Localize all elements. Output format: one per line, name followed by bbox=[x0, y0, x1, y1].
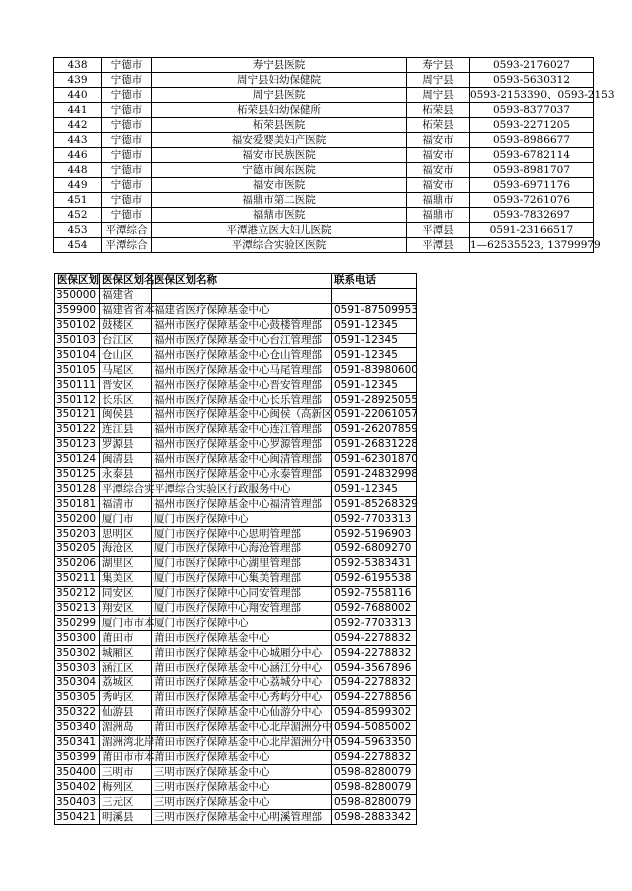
region-code-cell: 350300 bbox=[55, 631, 100, 646]
county-cell: 周宁县 bbox=[407, 88, 470, 103]
table-row bbox=[55, 303, 417, 318]
hospital-name-cell: 平潭港立医大妇儿医院 bbox=[152, 223, 407, 238]
row-number: 446 bbox=[54, 148, 102, 163]
region-code-cell: 350000 bbox=[55, 288, 100, 303]
region-code-cell: 350128 bbox=[55, 482, 100, 497]
table-row bbox=[55, 616, 417, 631]
city-cell: 平潭综合 bbox=[102, 238, 152, 253]
agency-name-cell: 福建省医疗保障基金中心 bbox=[152, 303, 332, 318]
header-cell: 医保区划名称 bbox=[152, 274, 332, 289]
city-cell: 宁德市 bbox=[102, 208, 152, 223]
phone-cell: 0591-12345 bbox=[332, 348, 417, 363]
phone-cell: 0594-2278856 bbox=[332, 690, 417, 705]
table-row bbox=[54, 208, 594, 223]
region-code-cell: 350211 bbox=[55, 571, 100, 586]
phone-cell: 0591-28925055 bbox=[332, 393, 417, 408]
table-row bbox=[55, 735, 417, 750]
phone-cell: 0591-12345 bbox=[332, 318, 417, 333]
agency-name-cell: 三明市医疗保障基金中心 bbox=[152, 795, 332, 810]
hospital-table bbox=[53, 57, 615, 253]
agency-name-cell: 莆田市医疗保障基金中心北岸湄洲分中 bbox=[152, 720, 332, 735]
phone-cell: 0592-5196903 bbox=[332, 527, 417, 542]
region-code-cell: 359900 bbox=[55, 303, 100, 318]
agency-name-cell bbox=[152, 288, 332, 303]
insurance-region-table bbox=[54, 273, 417, 825]
row-number: 448 bbox=[54, 163, 102, 178]
region-name-cell: 仓山区 bbox=[100, 348, 152, 363]
header-cell: 医保区划名 bbox=[100, 274, 152, 289]
table-row bbox=[55, 601, 417, 616]
phone-cell: 0593-2153390、0593-2153 bbox=[470, 88, 615, 101]
table-row bbox=[55, 333, 417, 348]
phone-cell: 0594-8599302 bbox=[332, 705, 417, 720]
county-cell: 福安市 bbox=[407, 148, 470, 163]
hospital-name-cell: 福鼎市医院 bbox=[152, 208, 407, 223]
city-cell: 宁德市 bbox=[102, 148, 152, 163]
region-code-cell: 350340 bbox=[55, 720, 100, 735]
agency-name-cell: 福州市医疗保障基金中心永泰管理部 bbox=[152, 467, 332, 482]
region-name-cell: 福建省省本 bbox=[100, 303, 152, 318]
phone-cell: 0591-87509953 bbox=[332, 303, 417, 318]
region-name-cell: 晋安区 bbox=[100, 378, 152, 393]
region-code-cell: 350205 bbox=[55, 542, 100, 557]
agency-name-cell: 福州市医疗保障基金中心仓山管理部 bbox=[152, 348, 332, 363]
table-row bbox=[55, 288, 417, 303]
table-row bbox=[55, 556, 417, 571]
row-number: 452 bbox=[54, 208, 102, 223]
row-number: 442 bbox=[54, 118, 102, 133]
region-code-cell: 350206 bbox=[55, 556, 100, 571]
region-name-cell: 福清市 bbox=[100, 497, 152, 512]
table-row bbox=[55, 393, 417, 408]
table-row bbox=[54, 223, 594, 238]
region-name-cell: 思明区 bbox=[100, 527, 152, 542]
phone-cell: 0593-8981707 bbox=[470, 163, 594, 178]
header-cell: 联系电话 bbox=[332, 274, 417, 289]
region-name-cell: 湖里区 bbox=[100, 556, 152, 571]
agency-name-cell: 莆田市医疗保障基金中心秀屿分中心 bbox=[152, 690, 332, 705]
agency-name-cell: 平潭综合实验区行政服务中心 bbox=[152, 482, 332, 497]
agency-name-cell: 厦门市医疗保障中心思明管理部 bbox=[152, 527, 332, 542]
phone-cell: 0593-7832697 bbox=[470, 208, 594, 223]
region-code-cell: 350111 bbox=[55, 378, 100, 393]
agency-name-cell: 厦门市医疗保障中心集美管理部 bbox=[152, 571, 332, 586]
phone-cell: 0591-24832998 bbox=[332, 467, 417, 482]
table-row bbox=[54, 193, 594, 208]
agency-name-cell: 福州市医疗保障基金中心晋安管理部 bbox=[152, 378, 332, 393]
region-name-cell: 闽清县 bbox=[100, 452, 152, 467]
region-name-cell: 城厢区 bbox=[100, 646, 152, 661]
hospital-name-cell: 福安市民族医院 bbox=[152, 148, 407, 163]
table-row bbox=[54, 118, 594, 133]
agency-name-cell: 福州市医疗保障基金中心罗源管理部 bbox=[152, 437, 332, 452]
region-code-cell: 350399 bbox=[55, 750, 100, 765]
table-row bbox=[55, 363, 417, 378]
table-row bbox=[55, 408, 417, 423]
region-name-cell: 连江县 bbox=[100, 422, 152, 437]
table-row bbox=[54, 163, 594, 178]
phone-cell: 0593-7261076 bbox=[470, 193, 594, 208]
region-name-cell: 三明市 bbox=[100, 765, 152, 780]
region-name-cell: 马尾区 bbox=[100, 363, 152, 378]
phone-cell: 0591-12345 bbox=[332, 378, 417, 393]
phone-cell: 0593-2271205 bbox=[470, 118, 594, 133]
table-row bbox=[55, 497, 417, 512]
table-row bbox=[54, 88, 594, 103]
city-cell: 宁德市 bbox=[102, 73, 152, 88]
city-cell: 宁德市 bbox=[102, 193, 152, 208]
table-row bbox=[55, 318, 417, 333]
region-code-cell: 350104 bbox=[55, 348, 100, 363]
city-cell: 宁德市 bbox=[102, 163, 152, 178]
region-code-cell: 350121 bbox=[55, 408, 100, 423]
agency-name-cell: 莆田市医疗保障基金中心荔城分中心 bbox=[152, 676, 332, 691]
table-row bbox=[54, 103, 594, 118]
county-cell: 福鼎市 bbox=[407, 208, 470, 223]
region-code-cell: 350421 bbox=[55, 810, 100, 825]
phone-cell: 0591-62301870 bbox=[332, 452, 417, 467]
hospital-name-cell: 福安市医院 bbox=[152, 178, 407, 193]
phone-cell: 0591-22061057 bbox=[332, 408, 417, 423]
city-cell: 宁德市 bbox=[102, 133, 152, 148]
region-code-cell: 350403 bbox=[55, 795, 100, 810]
region-name-cell: 厦门市 bbox=[100, 512, 152, 527]
county-cell: 福安市 bbox=[407, 163, 470, 178]
row-number: 440 bbox=[54, 88, 102, 103]
agency-name-cell: 莆田市医疗保障基金中心城厢分中心 bbox=[152, 646, 332, 661]
region-name-cell: 同安区 bbox=[100, 586, 152, 601]
phone-cell: 0593-6782114 bbox=[470, 148, 594, 163]
agency-name-cell: 福州市医疗保障基金中心马尾管理部 bbox=[152, 363, 332, 378]
region-name-cell: 平潭综合实 bbox=[100, 482, 152, 497]
table-row bbox=[55, 631, 417, 646]
region-code-cell: 350181 bbox=[55, 497, 100, 512]
agency-name-cell: 福州市医疗保障基金中心鼓楼管理部 bbox=[152, 318, 332, 333]
phone-cell: 0598-8280079 bbox=[332, 795, 417, 810]
region-name-cell: 梅列区 bbox=[100, 780, 152, 795]
row-number: 443 bbox=[54, 133, 102, 148]
row-number: 451 bbox=[54, 193, 102, 208]
table-row bbox=[55, 661, 417, 676]
region-name-cell: 闽侯县 bbox=[100, 408, 152, 423]
table-row bbox=[55, 795, 417, 810]
region-code-cell: 350402 bbox=[55, 780, 100, 795]
table-row bbox=[55, 378, 417, 393]
agency-name-cell: 三明市医疗保障基金中心 bbox=[152, 765, 332, 780]
region-code-cell: 350213 bbox=[55, 601, 100, 616]
table-row bbox=[55, 348, 417, 363]
agency-name-cell: 厦门市医疗保障中心翔安管理部 bbox=[152, 601, 332, 616]
hospital-name-cell: 周宁县医院 bbox=[152, 88, 407, 103]
agency-name-cell: 福州市医疗保障基金中心闽侯（高新区 bbox=[152, 408, 332, 423]
region-code-cell: 350200 bbox=[55, 512, 100, 527]
table-row bbox=[55, 586, 417, 601]
phone-cell: 0592-7703313 bbox=[332, 616, 417, 631]
region-code-cell: 350303 bbox=[55, 661, 100, 676]
region-code-cell: 350122 bbox=[55, 422, 100, 437]
phone-cell: 0592-6195538 bbox=[332, 571, 417, 586]
phone-cell bbox=[332, 288, 417, 303]
phone-cell: 0592-6809270 bbox=[332, 542, 417, 557]
insurance-table-body bbox=[55, 274, 417, 825]
phone-cell: 0594-2278832 bbox=[332, 750, 417, 765]
region-code-cell: 350302 bbox=[55, 646, 100, 661]
region-name-cell: 三元区 bbox=[100, 795, 152, 810]
county-cell: 平潭县 bbox=[407, 223, 470, 238]
region-name-cell: 湄洲岛 bbox=[100, 720, 152, 735]
agency-name-cell: 厦门市医疗保障中心海沧管理部 bbox=[152, 542, 332, 557]
table-row bbox=[54, 148, 594, 163]
phone-cell: 0598-8280079 bbox=[332, 765, 417, 780]
table-row bbox=[55, 482, 417, 497]
phone-cell: 0591-83980600 bbox=[332, 363, 417, 378]
phone-cell: 0594-2278832 bbox=[332, 631, 417, 646]
region-name-cell: 秀屿区 bbox=[100, 690, 152, 705]
county-cell: 平潭县 bbox=[407, 238, 470, 253]
region-code-cell: 350125 bbox=[55, 467, 100, 482]
phone-cell: 0591-26207859 bbox=[332, 422, 417, 437]
region-code-cell: 350112 bbox=[55, 393, 100, 408]
agency-name-cell: 莆田市医疗保障基金中心仙游分中心 bbox=[152, 705, 332, 720]
city-cell: 宁德市 bbox=[102, 88, 152, 103]
table-row bbox=[54, 58, 594, 73]
table-row bbox=[55, 676, 417, 691]
region-code-cell: 350304 bbox=[55, 676, 100, 691]
phone-cell: 1—62535523, 13799979 bbox=[470, 238, 601, 251]
phone-cell: 0591-12345 bbox=[332, 482, 417, 497]
agency-name-cell: 莆田市医疗保障基金中心 bbox=[152, 631, 332, 646]
region-code-cell: 350212 bbox=[55, 586, 100, 601]
agency-name-cell: 三明市医疗保障基金中心 bbox=[152, 780, 332, 795]
phone-cell: 0594-2278832 bbox=[332, 676, 417, 691]
agency-name-cell: 福州市医疗保障基金中心长乐管理部 bbox=[152, 393, 332, 408]
table-row bbox=[54, 238, 594, 253]
table-row bbox=[55, 542, 417, 557]
table-row bbox=[55, 720, 417, 735]
hospital-name-cell: 周宁县妇幼保健院 bbox=[152, 73, 407, 88]
table-row bbox=[55, 765, 417, 780]
row-number: 453 bbox=[54, 223, 102, 238]
region-name-cell: 永泰县 bbox=[100, 467, 152, 482]
region-code-cell: 350123 bbox=[55, 437, 100, 452]
county-cell: 福安市 bbox=[407, 178, 470, 193]
region-code-cell: 350305 bbox=[55, 690, 100, 705]
hospital-name-cell: 福鼎市第二医院 bbox=[152, 193, 407, 208]
agency-name-cell: 福州市医疗保障基金中心福清管理部 bbox=[152, 497, 332, 512]
phone-cell: 0592-7688002 bbox=[332, 601, 417, 616]
region-code-cell: 350102 bbox=[55, 318, 100, 333]
region-code-cell: 350400 bbox=[55, 765, 100, 780]
county-cell: 福安市 bbox=[407, 133, 470, 148]
phone-cell: 0598-8280079 bbox=[332, 780, 417, 795]
table-row bbox=[55, 512, 417, 527]
region-code-cell: 350124 bbox=[55, 452, 100, 467]
table-row bbox=[55, 646, 417, 661]
region-name-cell: 莆田市 bbox=[100, 631, 152, 646]
hospital-name-cell: 柘荣县医院 bbox=[152, 118, 407, 133]
agency-name-cell: 莆田市医疗保障基金中心北岸湄洲分中 bbox=[152, 735, 332, 750]
table-row bbox=[54, 178, 594, 193]
region-code-cell: 350322 bbox=[55, 705, 100, 720]
hospital-name-cell: 平潭综合实验区医院 bbox=[152, 238, 407, 253]
row-number: 441 bbox=[54, 103, 102, 118]
table-row bbox=[54, 73, 594, 88]
hospital-name-cell: 柘荣县妇幼保健所 bbox=[152, 103, 407, 118]
agency-name-cell: 福州市医疗保障基金中心台江管理部 bbox=[152, 333, 332, 348]
region-code-cell: 350203 bbox=[55, 527, 100, 542]
county-cell: 柘荣县 bbox=[407, 118, 470, 133]
city-cell: 宁德市 bbox=[102, 103, 152, 118]
phone-cell: 0591-12345 bbox=[332, 333, 417, 348]
agency-name-cell: 厦门市医疗保障中心 bbox=[152, 616, 332, 631]
hospital-name-cell: 福安爱婴美妇产医院 bbox=[152, 133, 407, 148]
city-cell: 宁德市 bbox=[102, 178, 152, 193]
phone-cell: 0591-85268329 bbox=[332, 497, 417, 512]
region-name-cell: 仙游县 bbox=[100, 705, 152, 720]
phone-cell: 0594-2278832 bbox=[332, 646, 417, 661]
region-name-cell: 福建省 bbox=[100, 288, 152, 303]
row-number: 438 bbox=[54, 58, 102, 73]
city-cell: 宁德市 bbox=[102, 58, 152, 73]
agency-name-cell: 厦门市医疗保障中心同安管理部 bbox=[152, 586, 332, 601]
region-name-cell: 鼓楼区 bbox=[100, 318, 152, 333]
phone-cell: 0593-8377037 bbox=[470, 103, 594, 118]
phone-cell: 0594-5963350 bbox=[332, 735, 417, 750]
region-code-cell: 350341 bbox=[55, 735, 100, 750]
region-code-cell: 350299 bbox=[55, 616, 100, 631]
region-name-cell: 厦门市市本 bbox=[100, 616, 152, 631]
table-row bbox=[55, 571, 417, 586]
table-row bbox=[55, 810, 417, 825]
phone-cell: 0594-5085002 bbox=[332, 720, 417, 735]
table-row bbox=[55, 437, 417, 452]
county-cell: 周宁县 bbox=[407, 73, 470, 88]
region-name-cell: 集美区 bbox=[100, 571, 152, 586]
region-name-cell: 莆田市市本 bbox=[100, 750, 152, 765]
row-number: 454 bbox=[54, 238, 102, 253]
region-name-cell: 长乐区 bbox=[100, 393, 152, 408]
region-name-cell: 湄洲湾北岸 bbox=[100, 735, 152, 750]
hospital-name-cell: 宁德市闽东医院 bbox=[152, 163, 407, 178]
phone-cell: 0592-7703313 bbox=[332, 512, 417, 527]
table-row bbox=[55, 705, 417, 720]
header-cell: 医保区划 bbox=[55, 274, 100, 289]
table-row bbox=[55, 422, 417, 437]
table-row bbox=[55, 690, 417, 705]
phone-cell: 0593-8986677 bbox=[470, 133, 594, 148]
region-code-cell: 350105 bbox=[55, 363, 100, 378]
city-cell: 平潭综合 bbox=[102, 223, 152, 238]
table-row bbox=[55, 527, 417, 542]
region-name-cell: 台江区 bbox=[100, 333, 152, 348]
agency-name-cell: 厦门市医疗保障中心 bbox=[152, 512, 332, 527]
phone-cell: 0593-5630312 bbox=[470, 73, 594, 88]
agency-name-cell: 厦门市医疗保障中心湖里管理部 bbox=[152, 556, 332, 571]
agency-name-cell: 莆田市医疗保障基金中心 bbox=[152, 750, 332, 765]
phone-cell: 0592-7558116 bbox=[332, 586, 417, 601]
phone-cell: 0593-2176027 bbox=[470, 58, 594, 73]
phone-cell: 0591-23166517 bbox=[470, 223, 594, 238]
table-header-row bbox=[55, 274, 417, 289]
table-row bbox=[55, 750, 417, 765]
county-cell: 寿宁县 bbox=[407, 58, 470, 73]
county-cell: 柘荣县 bbox=[407, 103, 470, 118]
region-code-cell: 350103 bbox=[55, 333, 100, 348]
region-name-cell: 翔安区 bbox=[100, 601, 152, 616]
agency-name-cell: 福州市医疗保障基金中心闽清管理部 bbox=[152, 452, 332, 467]
region-name-cell: 荔城区 bbox=[100, 676, 152, 691]
hospital-table-body bbox=[54, 58, 615, 253]
agency-name-cell: 莆田市医疗保障基金中心涵江分中心 bbox=[152, 661, 332, 676]
region-name-cell: 罗源县 bbox=[100, 437, 152, 452]
table-row bbox=[55, 452, 417, 467]
table-row bbox=[55, 467, 417, 482]
region-name-cell: 明溪县 bbox=[100, 810, 152, 825]
table-row bbox=[55, 780, 417, 795]
row-number: 449 bbox=[54, 178, 102, 193]
region-name-cell: 海沧区 bbox=[100, 542, 152, 557]
county-cell: 福鼎市 bbox=[407, 193, 470, 208]
region-name-cell: 涵江区 bbox=[100, 661, 152, 676]
city-cell: 宁德市 bbox=[102, 118, 152, 133]
row-number: 439 bbox=[54, 73, 102, 88]
phone-cell: 0598-2883342 bbox=[332, 810, 417, 825]
agency-name-cell: 福州市医疗保障基金中心连江管理部 bbox=[152, 422, 332, 437]
phone-cell: 0592-5383431 bbox=[332, 556, 417, 571]
hospital-name-cell: 寿宁县医院 bbox=[152, 58, 407, 73]
agency-name-cell: 三明市医疗保障基金中心明溪管理部 bbox=[152, 810, 332, 825]
table-row bbox=[54, 133, 594, 148]
phone-cell: 0593-6971176 bbox=[470, 178, 594, 193]
phone-cell: 0594-3567896 bbox=[332, 661, 417, 676]
phone-cell: 0591-26831228 bbox=[332, 437, 417, 452]
